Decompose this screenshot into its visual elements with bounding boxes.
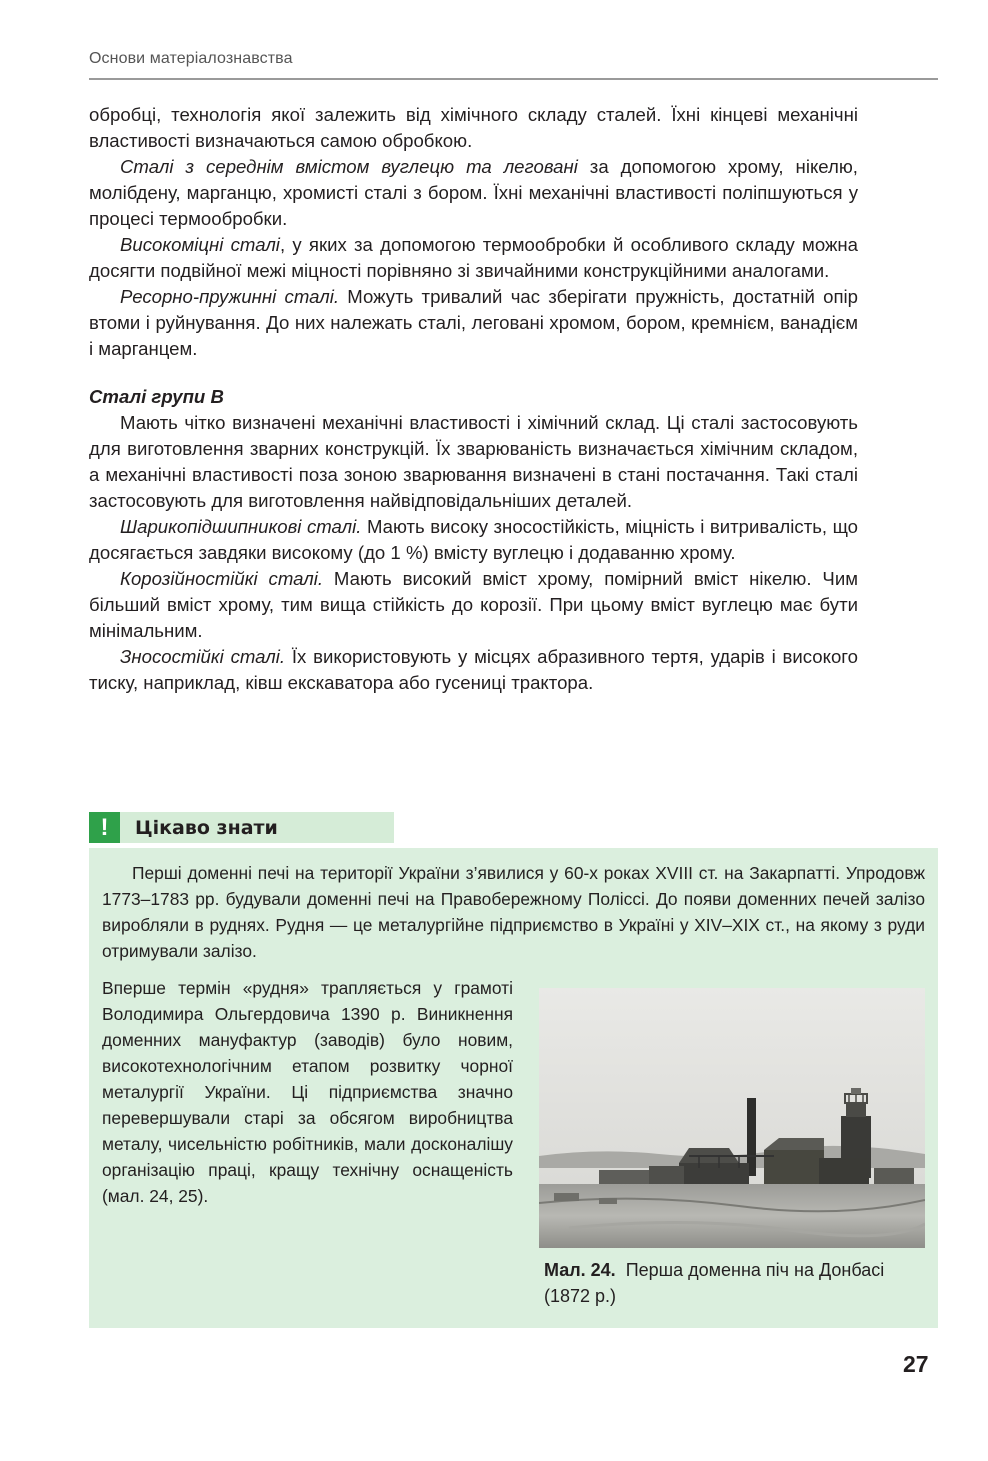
term: Сталі з середнім вмістом вуглецю та леговані <box>120 156 578 177</box>
term: Ресорно-пружинні сталі. <box>120 286 340 307</box>
paragraph-text: , у яких за допомогою термообробки й особливого складу можна досягти подвійної межі міцності порівняно зі звичайними конструкційними аналогами. <box>89 234 858 281</box>
blast-furnace-photo <box>539 988 925 1248</box>
info-box-header <box>89 812 394 843</box>
paragraph: Мають чітко визначені механічні властивості і хімічний склад. Ці сталі застосовують для виготовлення зварних конструкцій. Їх зварюваність визначається хімічним складом, а механічні властивості поза зоною зварювання визначені в стані постачання. Такі сталі застосовують для виготовлення найвідповідальніших деталей. <box>89 412 858 511</box>
paragraph <box>89 284 858 362</box>
paragraph <box>89 232 858 284</box>
paragraph <box>89 566 858 644</box>
term: Шарикопідшипникові сталі. <box>120 516 362 537</box>
info-box-intro: Перші доменні печі на території України з’явилися у 60-х роках XVIII ст. на Закарпатті. Упродовж 1773–1783 рр. будували доменні печі на Правобережному Поліссі. До появи доменних печей залізо виробляли в руднях. Рудня — це металургійне підприємство в Україні у XIV–XIX ст., на якому з руди отримували залізо. <box>102 863 925 961</box>
info-box-body <box>89 848 938 1328</box>
figure-caption <box>544 1257 914 1309</box>
term: Корозійностійкі сталі. <box>120 568 324 589</box>
exclamation-icon: ! <box>89 812 120 843</box>
figure-caption-text: Перша доменна піч на Донбасі (1872 р.) <box>544 1260 885 1306</box>
paragraph-text: за допомогою хрому, нікелю, молібдену, марганцю, хромисті сталі з бором. Їхні механічні властивості поліпшуються у процесі термообробки. <box>89 156 858 229</box>
main-text <box>89 102 858 696</box>
paragraph-text: Мають високу зносостійкість, міцність і витривалість, що досягається завдяки високому (до 1 %) вмісту вуглецю і додаванню хрому. <box>89 516 859 563</box>
page-number: 27 <box>903 1351 929 1377</box>
paragraph <box>89 514 858 566</box>
info-box <box>89 812 938 1328</box>
term: Високоміцні сталі <box>120 234 280 255</box>
section-heading: Сталі групи В <box>89 386 224 407</box>
paragraph-text: Їх використовують у місцях абразивного тертя, ударів і високого тиску, наприклад, ківш екскаватора або гусениці трактора. <box>89 646 859 693</box>
running-head: Основи матеріалознавства <box>89 50 293 67</box>
paragraph: обробці, технологія якої залежить від хімічного складу сталей. Їхні кінцеві механічні властивості визначаються самою обробкою. <box>89 104 858 151</box>
info-box-text: Вперше термін «рудня» трапляється у грамоті Володимира Ольгердовича 1390 р. Виникнення доменних мануфактур (заводів) було новим, високотехнологічним етапом розвитку чорної металургії України. Ці підприємства значно перевершували старі за обсягом виробництва металу, чисельністю робітників, мали досконалішу організацію праці, кращу технічну оснащеність (мал. 24, 25). <box>102 978 513 1206</box>
paragraph-text: Можуть тривалий час зберігати пружність, достатній опір втоми і руйнування. До них належать сталі, леговані хромом, бором, кремнієм, ванадієм і марганцем. <box>89 286 858 359</box>
info-box-title: Цікаво знати <box>135 816 278 839</box>
term: Зносостійкі сталі. <box>120 646 286 667</box>
paragraph <box>89 644 858 696</box>
figure-label: Мал. 24. <box>544 1260 616 1280</box>
paragraph <box>89 154 858 232</box>
paragraph-text: Мають високий вміст хрому, помірний вміст нікелю. Чим більший вміст хрому, тим вища стійкість до корозії. При цьому вміст вуглецю має бути мінімальним. <box>89 568 858 641</box>
header-divider <box>89 78 938 80</box>
